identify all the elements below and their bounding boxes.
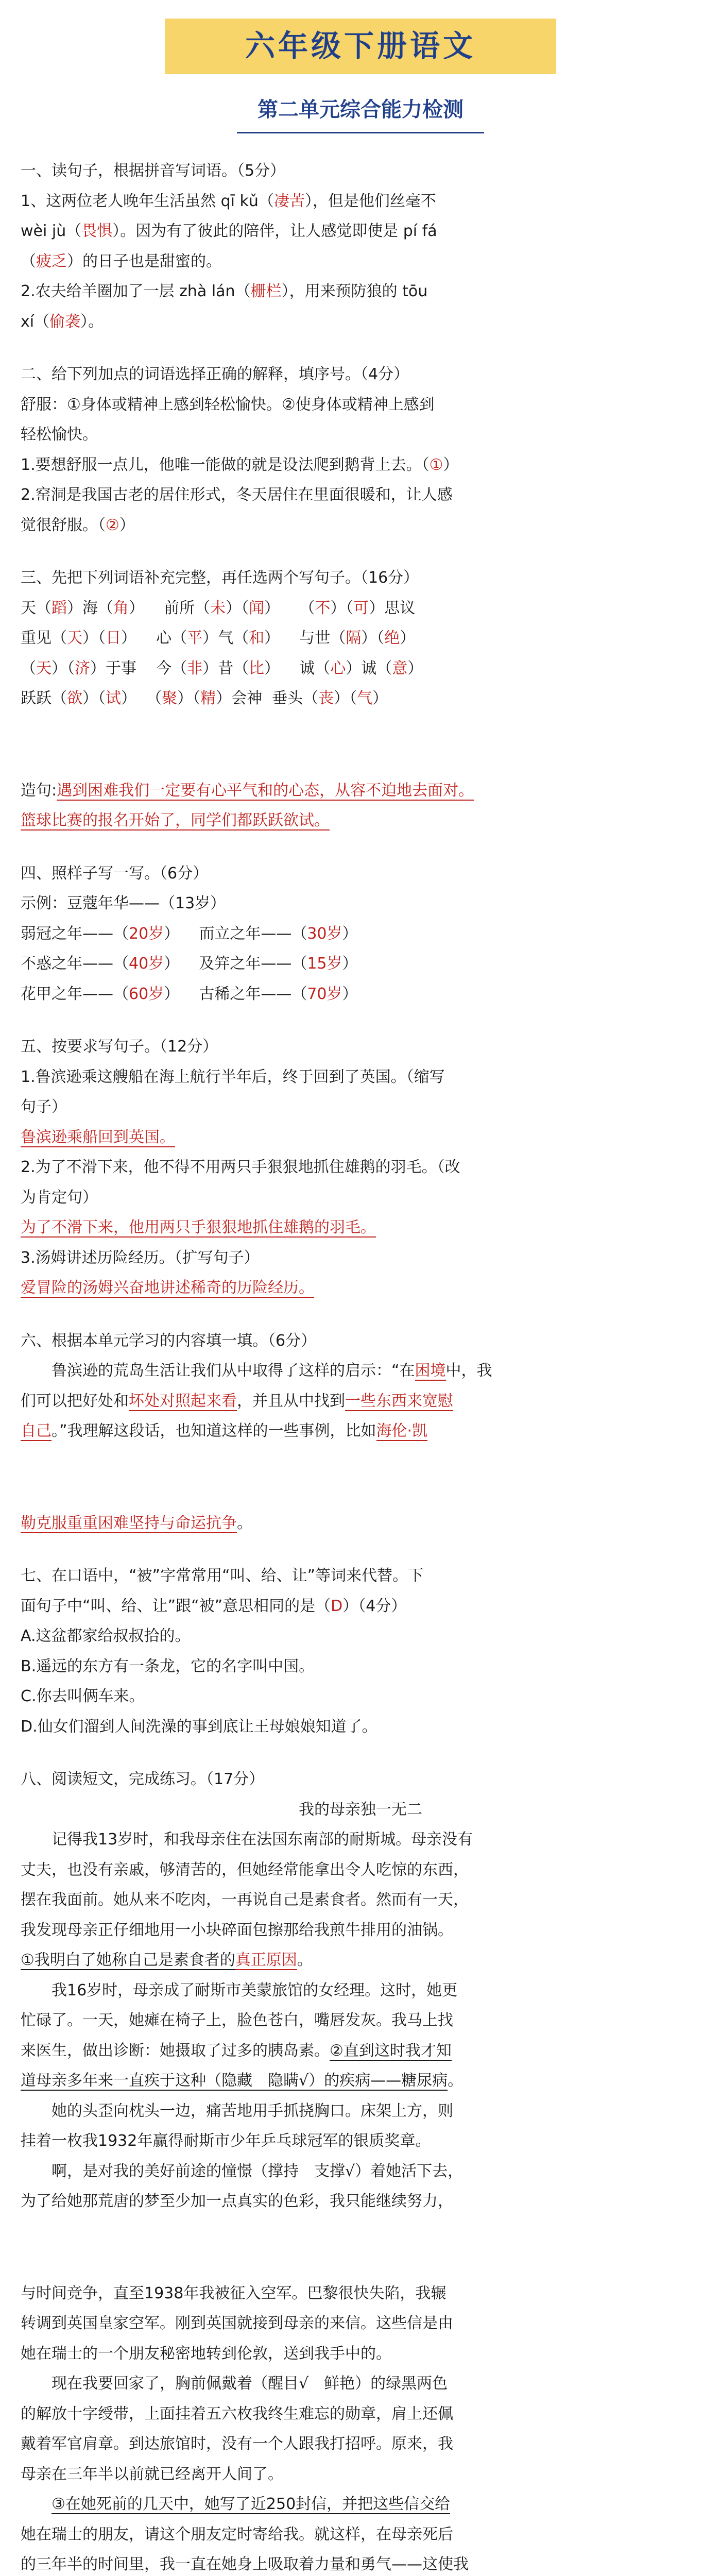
definition-line: 轻松愉快。	[21, 426, 98, 444]
essay-line: 她在瑞士的朋友，请这个朋友定时寄给我。就这样，在母亲死后	[21, 2525, 453, 2544]
pair-row: 花甲之年——（60岁） 古稀之年——（70岁）	[21, 985, 358, 1003]
pair-row: 弱冠之年——（20岁） 而立之年——（30岁）	[21, 924, 358, 943]
question-line: 句子）	[21, 1098, 67, 1116]
idiom-row: 跃跃（欲）（试） （聚）（精）会神 垂头（丧）（气）	[21, 689, 388, 707]
answer-line: 为了不滑下来，他用两只手狠狠地抓住雄鹅的羽毛。	[21, 1218, 376, 1236]
option: A.这盆都家给叔叔拾的。	[21, 1627, 191, 1645]
question-line: 1、这两位老人晚年生活虽然 qī kǔ（凄苦），但是他们丝毫不	[21, 192, 436, 210]
section-3	[21, 563, 700, 836]
sentence-answer: 篮球比赛的报名开始了，同学们都跃跃欲试。	[21, 811, 330, 829]
essay-line: 忙碌了。一天，她瘫在椅子上，脸色苍白，嘴唇发灰。我马上找	[21, 2011, 453, 2029]
option: B.遥远的东方有一条龙，它的名字叫中国。	[21, 1657, 315, 1675]
idiom-table	[21, 594, 700, 714]
essay-line: 摆在我面前。她从来不吃肉，一再说自己是素食者。然而有一天，	[21, 1891, 469, 1909]
essay-line: 为了给她那荒唐的梦至少加一点真实的色彩，我只能继续努力，	[21, 2192, 453, 2210]
section-heading: 六、根据本单元学习的内容填一填。（6分）	[21, 1331, 317, 1350]
question-line: xí（偷袭）。	[21, 312, 104, 331]
essay-line: 现在我要回家了，胸前佩戴着（醒目√ 鲜艳）的绿黑两色	[52, 2375, 448, 2393]
answer: ②	[106, 516, 119, 534]
section-heading: 二、给下列加点的词语选择正确的解释，填序号。（4分）	[21, 365, 409, 383]
section-8	[21, 1765, 700, 2576]
section-1	[21, 156, 700, 337]
essay-line: 道母亲多年来一直疾于这种（隐藏 隐瞒√）的疾病——糖尿病。	[21, 2072, 464, 2090]
essay-line: 的三年半的时间里，我一直在她身上吸取着力量和勇气——这使我	[21, 2555, 469, 2573]
essay-line: ③在她死前的几天中，她写了近250封信，并把这些信交给	[52, 2495, 451, 2513]
answer-line: 鲁滨逊乘船回到英国。	[21, 1128, 175, 1146]
idiom-row: 重见（天）（日） 心（平）气（和） 与世（隔）（绝）	[21, 629, 416, 647]
answer: D	[331, 1597, 343, 1615]
question-line: 1.要想舒服一点儿，他唯一能做的就是设法爬到鹅背上去。（①）	[21, 455, 459, 474]
question-line: 为肯定句）	[21, 1188, 98, 1207]
idiom-row: （天）（济）于事 今（非）昔（比） 诚（心）诚（意）	[21, 659, 423, 677]
answer: 栅栏	[250, 282, 282, 300]
section-heading: 面句子中“叫、给、让”跟“被”意思相同的是（D）（4分）	[21, 1597, 407, 1615]
question-line: 鲁滨逊的荒岛生活让我们从中取得了这样的启示：“在困境中，我	[52, 1362, 492, 1380]
question-line: 2.农夫给羊圈加了一层 zhà lán（栅栏），用来预防狼的 tōu	[21, 282, 428, 300]
question-line: 1.鲁滨逊乘这艘船在海上航行半年后，终于回到了英国。（缩写	[21, 1067, 445, 1086]
essay-line: 母亲在三年半以前就已经离开人间了。	[21, 2465, 283, 2483]
section-heading: 一、读句子，根据拼音写词语。（5分）	[21, 162, 286, 180]
section-2	[21, 360, 700, 540]
answer: 凄苦	[273, 192, 305, 210]
essay-line: 来医生，做出诊断：她摄取了过多的胰岛素。②直到这时我才知	[21, 2041, 452, 2060]
question-line: 2.为了不滑下来，他不得不用两只手狠狠地抓住雄鹅的羽毛。（改	[21, 1158, 460, 1176]
essay-line: 她在瑞士的一个朋友秘密地转到伦敦，送到我手中的。	[21, 2344, 391, 2363]
question-line: （疲乏）的日子也是甜蜜的。	[21, 252, 221, 270]
section-heading: 八、阅读短文，完成练习。（17分）	[21, 1770, 265, 1788]
answer: 畏惧	[81, 222, 113, 240]
essay-line: 记得我13岁时，和我母亲住在法国东南部的耐斯城。母亲没有	[52, 1831, 473, 1849]
essay-line: 挂着一枚我1932年赢得耐斯市少年乒乓球冠军的银质奖章。	[21, 2132, 431, 2150]
section-heading: 七、在口语中，“被”字常常用“叫、给、让”等词来代替。下	[21, 1567, 424, 1585]
question-line: 觉很舒服。（②）	[21, 516, 135, 534]
section-4	[21, 859, 700, 1010]
essay-line: 啊，是对我的美好前途的憧憬（撑持 支撑√）着她活下去，	[52, 2162, 464, 2180]
answer: 疲乏	[36, 252, 67, 270]
essay-line: 我发现母亲正仔细地用一小块碎面包擦那给我煎牛排用的油锅。	[21, 1921, 453, 1939]
idiom-row: 天（蹈）海（角） 前所（未）（闻） （不）（可）思议	[21, 599, 416, 617]
section-7	[21, 1561, 700, 1742]
essay-line: 我16岁时，母亲成了耐斯市美蒙旅馆的女经理。这时，她更	[52, 1981, 458, 1999]
section-5	[21, 1032, 700, 1303]
example-line: 示例：豆蔻年华——（13岁）	[21, 894, 226, 912]
page-title: 六年级下册语文	[165, 19, 556, 74]
essay-line: 丈夫，也没有亲戚，够清苦的，但她经常能拿出令人吃惊的东西，	[21, 1860, 469, 1879]
answer-line: 爱冒险的汤姆兴奋地讲述稀奇的历险经历。	[21, 1279, 314, 1297]
pair-row: 不惑之年——（40岁） 及笄之年——（15岁）	[21, 955, 358, 973]
essay-line: 戴着军官肩章。到达旅馆时，没有一个人跟我打招呼。原来，我	[21, 2435, 453, 2453]
essay-line: 的解放十字绶带，上面挂着五六枚我终生难忘的勋章，肩上还佩	[21, 2404, 453, 2423]
page-subtitle: 第二单元综合能力检测	[237, 90, 484, 133]
essay-line: 与时间竞争，直至1938年我被征入空军。巴黎很快失陷，我辗	[21, 2284, 447, 2302]
answer: 偷袭	[49, 312, 81, 331]
section-heading: 五、按要求写句子。（12分）	[21, 1038, 218, 1056]
sentence-answer: 造句:遇到困难我们一定要有心平气和的心态，从容不迫地去面对。	[21, 781, 474, 800]
question-line: 勒克服重重困难坚持与命运抗争。	[21, 1514, 252, 1532]
question-line: 自己。”我理解这段话，也知道这样的一些事例，比如海伦·凯	[21, 1422, 428, 1440]
section-heading: 三、先把下列词语补充完整，再任选两个写句子。（16分）	[21, 569, 419, 587]
definition-line: 舒服：①身体或精神上感到轻松愉快。②使身体或精神上感到	[21, 395, 435, 414]
question-line: 们可以把好处和坏处对照起来看，并且从中找到一些东西来宽慰	[21, 1392, 453, 1410]
essay-title: 我的母亲独一无二	[299, 1800, 422, 1819]
option: D.仙女们溜到人间洗澡的事到底让王母娘娘知道了。	[21, 1717, 377, 1736]
option: C.你去叫俩车来。	[21, 1687, 145, 1705]
question-line: wèi jù（畏惧）。因为有了彼此的陪伴，让人感觉即使是 pí fá	[21, 222, 437, 240]
essay-line: 她的头歪向枕头一边，痛苦地用手抓挠胸口。床架上方，则	[52, 2102, 453, 2120]
section-heading: 四、照样子写一写。（6分）	[21, 864, 209, 883]
section-6	[21, 1326, 700, 1539]
question-line: 3.汤姆讲述历险经历。（扩写句子）	[21, 1248, 260, 1267]
essay-line: 转调到英国皇家空军。刚到英国就接到母亲的来信。这些信是由	[21, 2314, 453, 2332]
question-line: 2.窑洞是我国古老的居住形式，冬天居住在里面很暖和，让人感	[21, 486, 453, 504]
essay-line: ①我明白了她称自己是素食者的真正原因。	[21, 1951, 313, 1969]
answer: ①	[429, 455, 443, 474]
